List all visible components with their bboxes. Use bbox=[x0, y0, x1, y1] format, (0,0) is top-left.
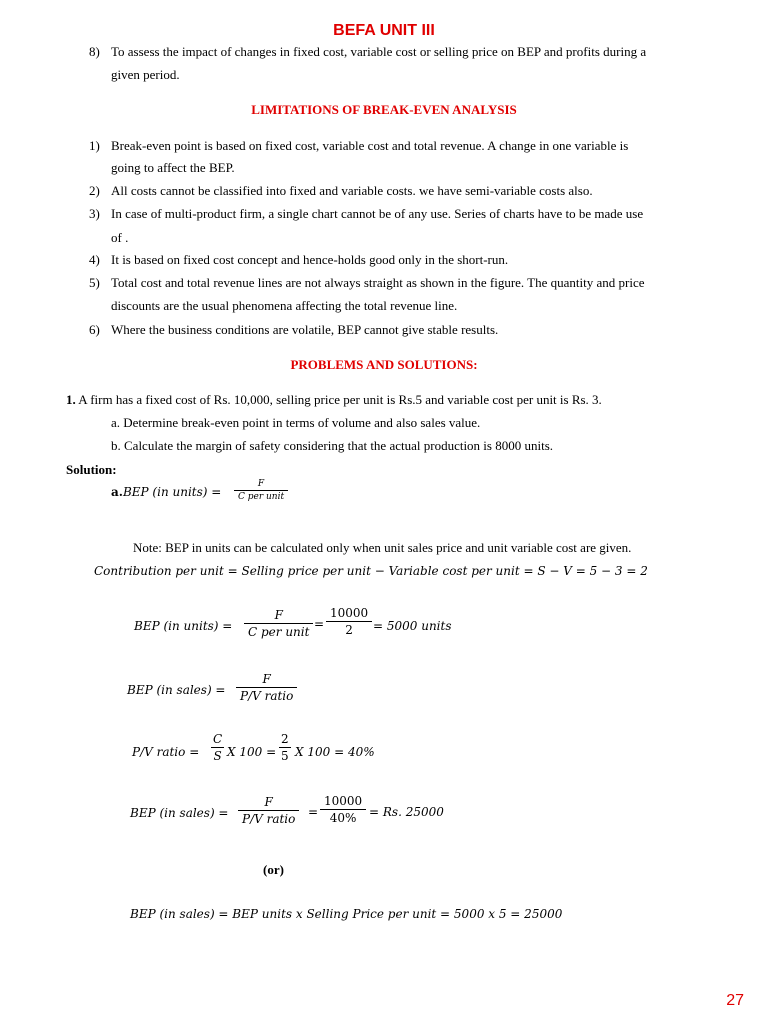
formula-2-equals: = bbox=[314, 617, 325, 631]
limitation-text: It is based on fixed cost concept and hence-holds good only in the short-run. bbox=[111, 252, 509, 267]
formula-3-denominator: P/V ratio bbox=[240, 689, 294, 703]
formula-5-denominator-1: P/V ratio bbox=[242, 812, 296, 826]
formula-4-denominator-2: 5 bbox=[281, 749, 289, 763]
formula-2-lhs: BEP (in units) = bbox=[134, 619, 233, 633]
formula-4-lhs: P/V ratio = bbox=[132, 745, 200, 759]
formula-2-fraction-1 bbox=[244, 607, 313, 640]
formula-2-fraction-2 bbox=[326, 605, 372, 638]
limitation-text: Total cost and total revenue lines are not always straight as shown in the figure. The quantity and price bbox=[111, 275, 645, 290]
formula-2-numerator-1: F bbox=[274, 608, 283, 622]
limitation-text-cont: going to affect the BEP. bbox=[111, 160, 235, 175]
formula-5-lhs: BEP (in sales) = bbox=[130, 806, 229, 820]
limitation-number: 2) bbox=[89, 183, 100, 198]
limitation-text-cont: discounts are the usual phenomena affecting the total revenue line. bbox=[111, 298, 458, 313]
formula-3-numerator: F bbox=[262, 672, 271, 686]
formula-2-denominator-2: 2 bbox=[345, 623, 353, 637]
formula-5-fraction-1 bbox=[238, 794, 299, 827]
limitation-text: In case of multi-product firm, a single chart cannot be of any use. Series of charts have to be made use bbox=[111, 206, 644, 221]
formula-1-fraction bbox=[234, 478, 288, 504]
problems-heading: PROBLEMS AND SOLUTIONS: bbox=[290, 357, 478, 372]
formula-6: BEP (in sales) = BEP units x Selling Price per unit = 5000 x 5 = 25000 bbox=[130, 907, 563, 921]
objective-number: 8) bbox=[89, 44, 100, 59]
formula-1-lhs-text: BEP (in units) = bbox=[122, 485, 222, 499]
limitation-text-cont: of . bbox=[111, 230, 129, 245]
contribution-formula: Contribution per unit = Selling price per unit − Variable cost per unit = S − V = 5 − 3 = 2 bbox=[94, 564, 648, 578]
page-number: 27 bbox=[726, 992, 744, 1009]
limitation-text: Break-even point is based on fixed cost, variable cost and total revenue. A change in one variable is bbox=[111, 138, 629, 153]
formula-4-middle: X 100 = bbox=[227, 745, 277, 759]
limitation-number: 6) bbox=[89, 322, 100, 337]
formula-4-denominator-1: S bbox=[213, 749, 222, 763]
formula-1-lhs bbox=[111, 485, 221, 499]
formula-1-denominator: C per unit bbox=[238, 492, 285, 502]
formula-4-result: X 100 = 40% bbox=[295, 745, 375, 759]
formula-3-lhs: BEP (in sales) = bbox=[127, 683, 226, 697]
page-header-title: BEFA UNIT III bbox=[333, 22, 435, 39]
problem-part-a: a. Determine break-even point in terms of volume and also sales value. bbox=[111, 415, 481, 430]
note-text: Note: BEP in units can be calculated only when unit sales price and unit variable cost are given. bbox=[133, 540, 632, 555]
formula-1-prefix: a. bbox=[111, 485, 123, 499]
formula-3-fraction bbox=[236, 671, 297, 704]
formula-5-equals: = bbox=[308, 805, 319, 819]
problem-part-b: b. Calculate the margin of safety considering that the actual production is 8000 units. bbox=[111, 438, 554, 453]
limitation-number: 4) bbox=[89, 252, 100, 267]
formula-5-numerator-1: F bbox=[264, 795, 273, 809]
formula-4-numerator-1: C bbox=[213, 732, 223, 746]
formula-5-fraction-2 bbox=[320, 793, 366, 826]
problem-statement bbox=[66, 392, 602, 408]
formula-1-numerator: F bbox=[257, 479, 265, 489]
limitation-number: 1) bbox=[89, 138, 100, 153]
or-separator: (or) bbox=[263, 862, 284, 877]
objective-line-1: To assess the impact of changes in fixed cost, variable cost or selling price on BEP and profits during a bbox=[111, 44, 647, 59]
limitation-number: 5) bbox=[89, 275, 100, 290]
formula-2-result: = 5000 units bbox=[373, 619, 452, 633]
formula-5-denominator-2: 40% bbox=[329, 811, 357, 825]
formula-4-numerator-2: 2 bbox=[281, 732, 289, 746]
limitation-text: Where the business conditions are volatile, BEP cannot give stable results. bbox=[111, 322, 499, 337]
solution-label: Solution: bbox=[66, 462, 117, 477]
formula-5-numerator-2: 10000 bbox=[324, 794, 363, 808]
formula-4-fraction-1 bbox=[211, 731, 224, 764]
formula-2-numerator-2: 10000 bbox=[330, 606, 369, 620]
limitation-number: 3) bbox=[89, 206, 100, 221]
objective-line-2: given period. bbox=[111, 67, 180, 82]
limitation-text: All costs cannot be classified into fixed and variable costs. we have semi-variable costs also. bbox=[111, 183, 593, 198]
problem-text: A firm has a fixed cost of Rs. 10,000, selling price per unit is Rs.5 and variable cost per unit is Rs. 3. bbox=[75, 392, 602, 407]
formula-4-fraction-2 bbox=[279, 731, 291, 764]
limitations-heading: LIMITATIONS OF BREAK-EVEN ANALYSIS bbox=[251, 102, 517, 117]
formula-2-denominator-1: C per unit bbox=[248, 625, 310, 639]
problem-number: 1. bbox=[66, 392, 76, 407]
formula-5-result: = Rs. 25000 bbox=[369, 805, 444, 819]
